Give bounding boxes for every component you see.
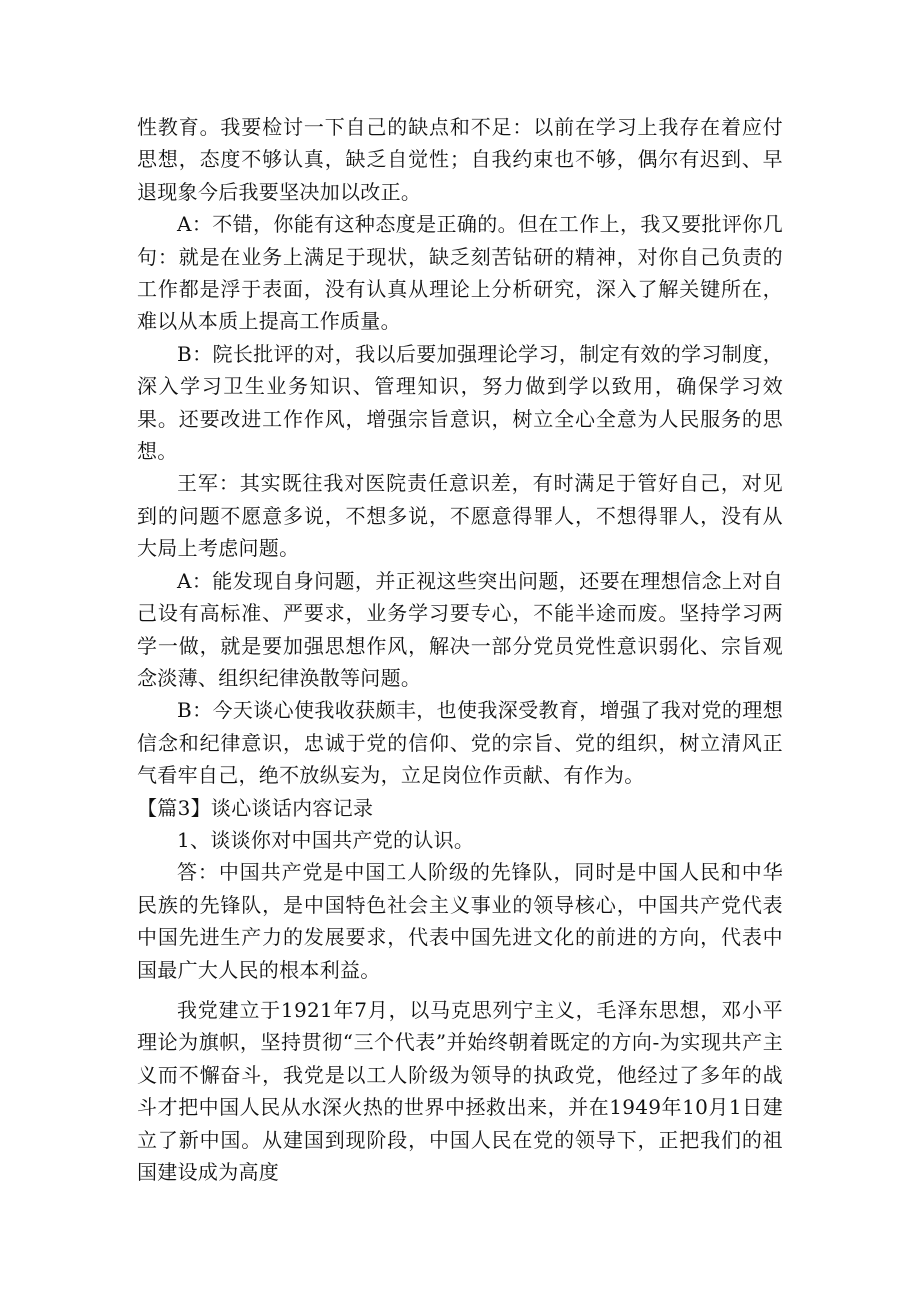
paragraph-a-criticism: A：不错，你能有这种态度是正确的。但在工作上，我又要批评你几句：就是在业务上满足于现状，缺乏刻苦钻研的精神，对你自己负责的工作都是浮于表面，没有认真从理论上分析研究，深入了解关键所在，难以从本质上提高工作质量。 [137, 212, 783, 334]
document-page [137, 111, 783, 1188]
history-paragraph: 我党建立于1921年7月，以马克思列宁主义，毛泽东思想，邓小平理论为旗帜，坚持贯彻“三个代表”并始终朝着既定的方向-为实现共产主义而不懈奋斗，我党是以工人阶级为领导的执政党，他经过了多年的战斗才把中国人民从水深火热的世界中拯救出来，并在1949年10月1日建立了新中国。从建国到现阶段，中国人民在党的领导下，正把我们的祖国建设成为高度 [137, 997, 783, 1184]
paragraph-b-response: B：院长批评的对，我以后要加强理论学习，制定有效的学习制度，深入学习卫生业务知识、管理知识，努力做到学以致用，确保学习效果。还要改进工作作风，增强宗旨意识，树立全心全意为人民服务的思想。 [137, 341, 783, 464]
question-1: 1、谈谈你对中国共产党的认识。 [177, 827, 475, 852]
paragraph-wang-jun: 王军：其实既往我对医院责任意识差，有时满足于管好自己，对见到的问题不愿意多说，不想多说，不愿意得罪人，不想得罪人，没有从大局上考虑问题。 [137, 471, 783, 561]
answer-paragraph: 答：中国共产党是中国工人阶级的先锋队，同时是中国人民和中华民族的先锋队，是中国特色社会主义事业的领导核心，中国共产党代表中国先进生产力的发展要求，代表中国先进文化的前进的方向，代表中国最广大人民的根本利益。 [137, 860, 783, 982]
paragraph-b-conclusion: B：今天谈心使我收获颇丰，也使我深受教育，增强了我对党的理想信念和纪律意识，忠诚于党的信仰、党的宗旨、党的组织，树立清风正气看牢自己，绝不放纵妄为，立足岗位作贡献、有作为。 [137, 698, 783, 788]
paragraph-a-advice: A：能发现自身问题，并正视这些突出问题，还要在理想信念上对自己设有高标准、严要求，业务学习要专心，不能半途而废。坚持学习两学一做，就是要加强思想作风，解决一部分党员党性意识弱化、宗旨观念淡薄、组织纪律涣散等问题。 [137, 568, 783, 690]
section-heading: 【篇3】谈心谈话内容记录 [137, 795, 374, 820]
paragraph-continuation: 性教育。我要检讨一下自己的缺点和不足：以前在学习上我存在着应付思想，态度不够认真，缺乏自觉性；自我约束也不够，偶尔有迟到、早退现象今后我要坚决加以改正。 [137, 115, 783, 204]
